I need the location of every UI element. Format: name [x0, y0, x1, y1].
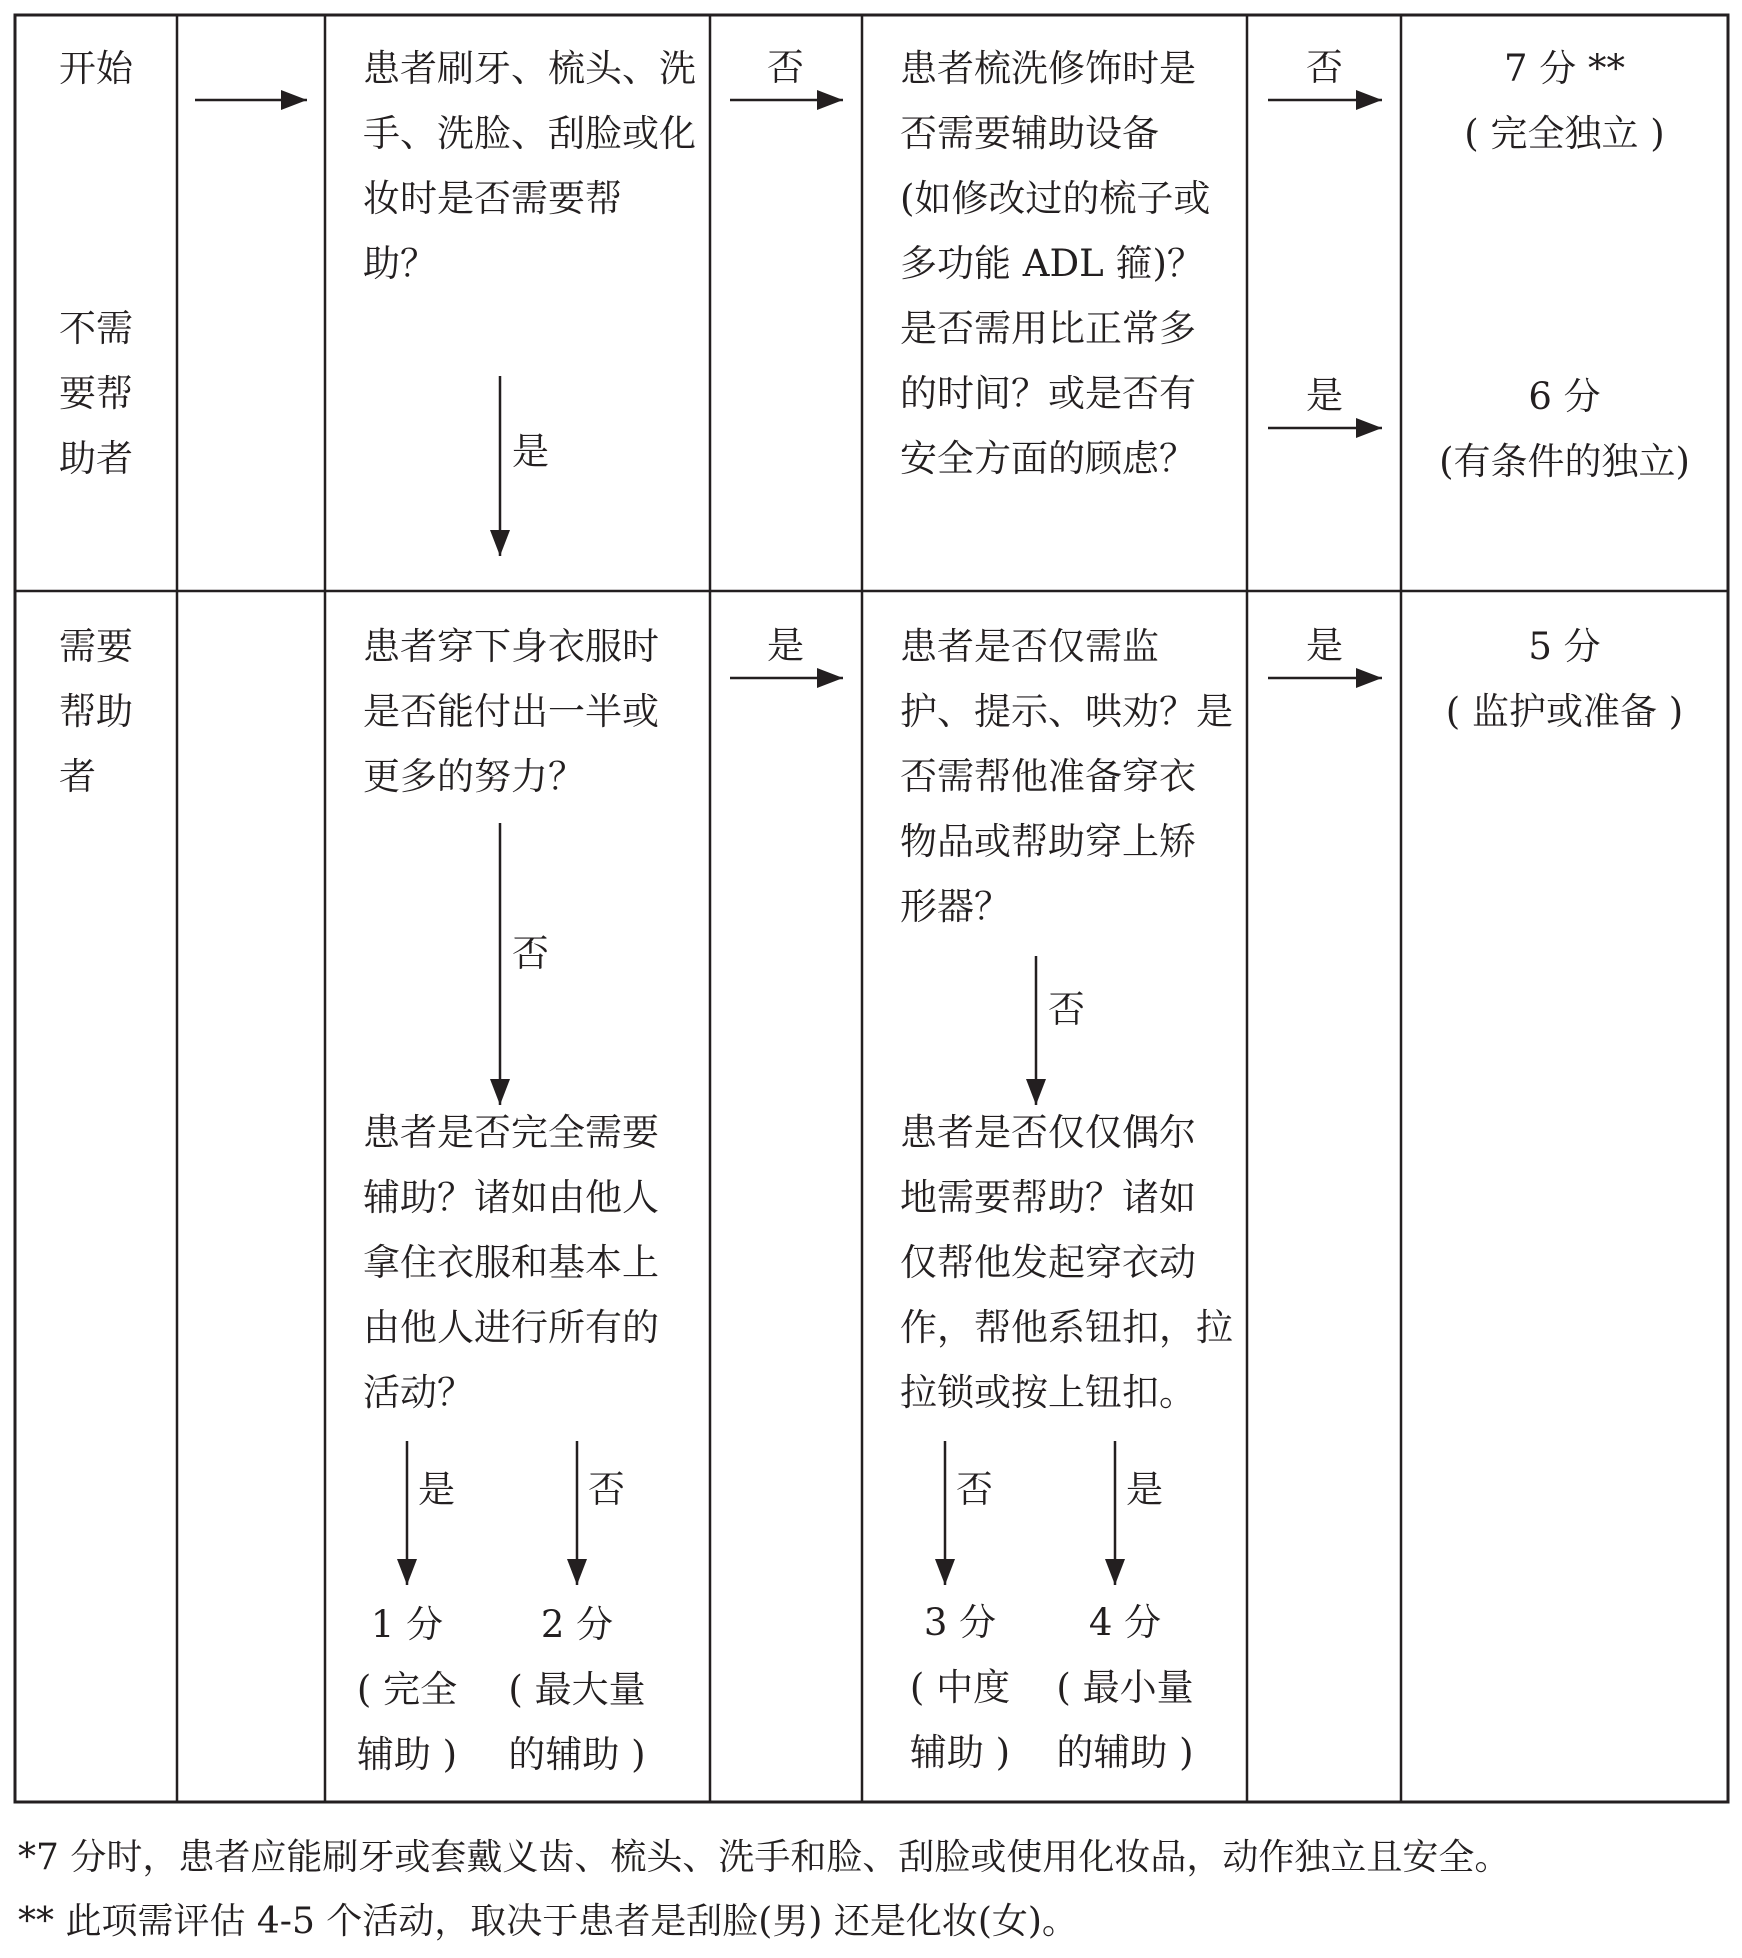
question-line: 拿住衣服和基本上 [363, 1241, 659, 1284]
score-6 [1403, 364, 1726, 494]
question-1 [363, 36, 696, 296]
question-2 [900, 36, 1210, 491]
question-line: 的时间？或是否有 [900, 372, 1196, 415]
score-desc: ( 完全 [356, 1668, 458, 1711]
question-4 [900, 614, 1233, 939]
question-line: 物品或帮助穿上矫 [900, 820, 1196, 863]
label-line: 要帮 [59, 372, 133, 415]
score-value: 2 分 [540, 1603, 614, 1646]
question-line: 安全方面的顾虑？ [900, 437, 1196, 480]
arrow-label-q5-to-1: 是 [418, 1468, 455, 1511]
score-value: 7 分 ** [1503, 47, 1626, 90]
score-1 [332, 1592, 482, 1787]
score-2 [497, 1592, 657, 1787]
score-desc: ( 最小量 [1056, 1666, 1194, 1709]
question-line: 患者梳洗修饰时是 [900, 47, 1196, 90]
question-line: 护、提示、哄劝？是 [900, 690, 1233, 733]
start-label: 开始 [59, 47, 133, 90]
arrow-label-q3-down: 否 [512, 932, 549, 975]
footnote-2: ** 此项需评估 4-5 个活动，取决于患者是刮脸(男) 还是化妆(女)。 [18, 1901, 1078, 1942]
row-label-need-help [59, 614, 133, 809]
question-line: 患者是否仅需监 [900, 625, 1159, 668]
arrow-label-q6-to-3: 否 [956, 1468, 993, 1511]
score-value: 4 分 [1088, 1601, 1162, 1644]
label-line: 者 [59, 755, 96, 798]
footnote-1: *7 分时，患者应能刷牙或套戴义齿、梳头、洗手和脸、刮脸或使用化妆品，动作独立且安全。 [18, 1837, 1511, 1878]
question-line: 患者是否仅仅偶尔 [900, 1111, 1196, 1154]
question-line: 活动？ [363, 1371, 474, 1414]
question-line: 拉锁或按上钮扣。 [900, 1371, 1196, 1414]
question-line: 作，帮他系钮扣，拉 [900, 1306, 1233, 1349]
score-desc: 辅助 ) [909, 1731, 1011, 1774]
arrow-label-q6-to-4: 是 [1126, 1468, 1163, 1511]
arrow-label-q5-to-2: 否 [588, 1468, 625, 1511]
question-line: 多功能 ADL 箍)？ [900, 242, 1204, 285]
arrow-label-q2-to-6: 是 [1306, 374, 1343, 417]
question-line: 妆时是否需要帮 [363, 177, 622, 220]
question-line: 患者是否完全需要 [363, 1111, 659, 1154]
score-desc: ( 中度 [909, 1666, 1011, 1709]
label-line: 助者 [59, 437, 133, 480]
question-5 [363, 1100, 659, 1425]
question-line: 形器？ [900, 885, 1011, 928]
score-value: 1 分 [370, 1603, 444, 1646]
score-7 [1403, 36, 1726, 166]
question-line: 是否能付出一半或 [363, 690, 659, 733]
label-line: 帮助 [59, 690, 133, 733]
question-line: 患者刷牙、梳头、洗 [363, 47, 696, 90]
question-line: 否需要辅助设备 [900, 112, 1159, 155]
score-desc: (有条件的独立) [1439, 440, 1690, 483]
row-label-no-help [59, 296, 133, 491]
question-6 [900, 1100, 1233, 1425]
question-line: 否需帮他准备穿衣 [900, 755, 1196, 798]
question-line: 辅助？诸如由他人 [363, 1176, 659, 1219]
question-line: (如修改过的梳子或 [900, 177, 1211, 220]
question-line: 地需要帮助？诸如 [900, 1176, 1196, 1219]
arrow-label-q4-to-5: 是 [1306, 624, 1343, 667]
question-line: 助？ [363, 242, 437, 285]
score-value: 3 分 [923, 1601, 997, 1644]
score-desc: ( 完全独立 ) [1464, 112, 1665, 155]
score-3 [885, 1590, 1035, 1785]
label-line: 不需 [59, 307, 133, 350]
score-value: 6 分 [1528, 375, 1601, 418]
question-3 [363, 614, 659, 809]
arrow-label-q3-to-q4: 是 [767, 624, 804, 667]
score-desc: 的辅助 ) [508, 1733, 646, 1776]
arrow-label-q1-to-q2: 否 [767, 46, 804, 89]
score-5 [1403, 614, 1726, 744]
question-line: 患者穿下身衣服时 [363, 625, 659, 668]
label-line: 需要 [59, 625, 133, 668]
table-border [15, 15, 1728, 1802]
score-value: 5 分 [1528, 625, 1601, 668]
question-line: 更多的努力？ [363, 755, 585, 798]
score-desc: ( 监护或准备 ) [1445, 690, 1684, 733]
question-line: 由他人进行所有的 [363, 1306, 659, 1349]
question-line: 是否需用比正常多 [900, 307, 1196, 350]
question-line: 仅帮他发起穿衣动 [900, 1241, 1196, 1284]
question-line: 手、洗脸、刮脸或化 [363, 112, 696, 155]
score-4 [1045, 1590, 1205, 1785]
arrow-label-q1-down: 是 [512, 430, 549, 473]
score-desc: 辅助 ) [356, 1733, 458, 1776]
score-desc: ( 最大量 [508, 1668, 646, 1711]
arrow-label-q2-to-7: 否 [1306, 46, 1343, 89]
arrow-label-q4-down: 否 [1048, 988, 1085, 1031]
score-desc: 的辅助 ) [1056, 1731, 1194, 1774]
